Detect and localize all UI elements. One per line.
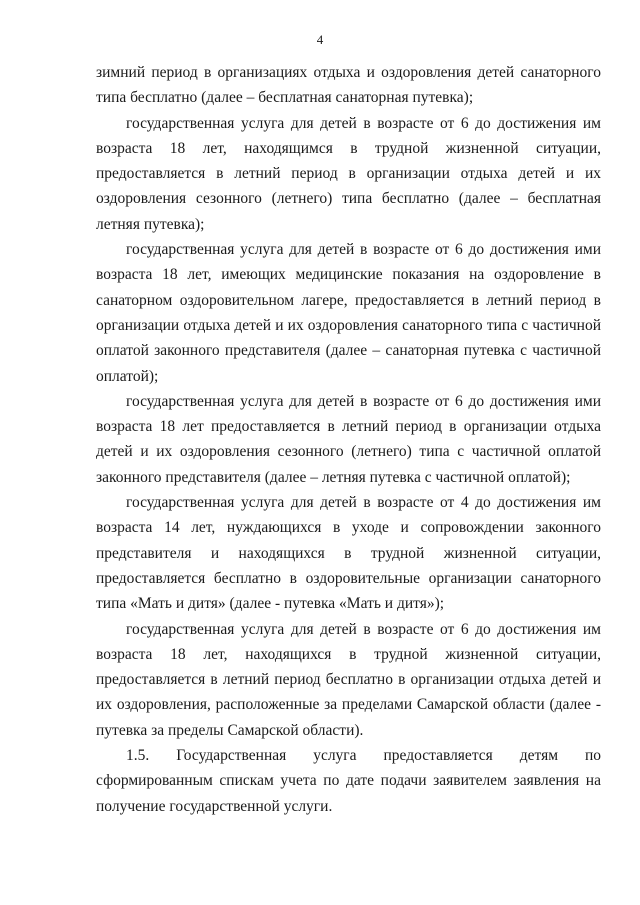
paragraph-free-summer-voucher: государственная услуга для детей в возрасте от 6 до достижения им возраста 18 лет, находящимся в трудной жизненной ситуации, предоставляется в летний период в организации отдыха детей и их оздоровления сезонного (летнего) типа бесплатно (далее – бесплатная летняя путевка); — [96, 114, 601, 233]
document-body — [96, 60, 601, 819]
paragraph-outside-samara-region: государственная услуга для детей в возрасте от 6 до достижения им возраста 18 лет, находящихся в трудной жизненной ситуации, предоставляется в летний период бесплатно в организации отдыха детей и их оздоровления, расположенные за пределами Самарской области (далее - путевка за пределы Самарской области). — [96, 620, 601, 739]
paragraph-winter-sanatorium: зимний период в организациях отдыха и оздоровления детей санаторного типа бесплатно (далее – бесплатная санаторная путевка); — [96, 64, 601, 107]
paragraph-summer-partial-payment: государственная услуга для детей в возрасте от 6 до достижения ими возраста 18 лет предоставляется в летний период в организации отдыха детей и их оздоровления сезонного (летнего) типа с частичной оплатой законного представителя (далее – летняя путевка с частичной оплатой); — [96, 392, 601, 486]
page-number: 4 — [316, 32, 324, 47]
paragraph-sanatorium-partial-payment: государственная услуга для детей в возрасте от 6 до достижения ими возраста 18 лет, имеющих медицинские показания на оздоровление в санаторном оздоровительном лагере, предоставляется в летний период в организации отдыха детей и их оздоровления санаторного типа с частичной оплатой законного представителя (далее – санаторная путевка с частичной оплатой); — [96, 241, 601, 385]
paragraph-1-5: 1.5. Государственная услуга предоставляется детям по сформированным спискам учета по дате подачи заявителем заявления на получение государственной услуги. — [96, 747, 601, 815]
paragraph-mother-and-child: государственная услуга для детей в возрасте от 4 до достижения им возраста 14 лет, нуждающихся в уходе и сопровождении законного представителя и находящихся в трудной жизненной ситуации, предоставляется бесплатно в оздоровительные организации санаторного типа «Мать и дитя» (далее - путевка «Мать и дитя»); — [96, 494, 601, 613]
